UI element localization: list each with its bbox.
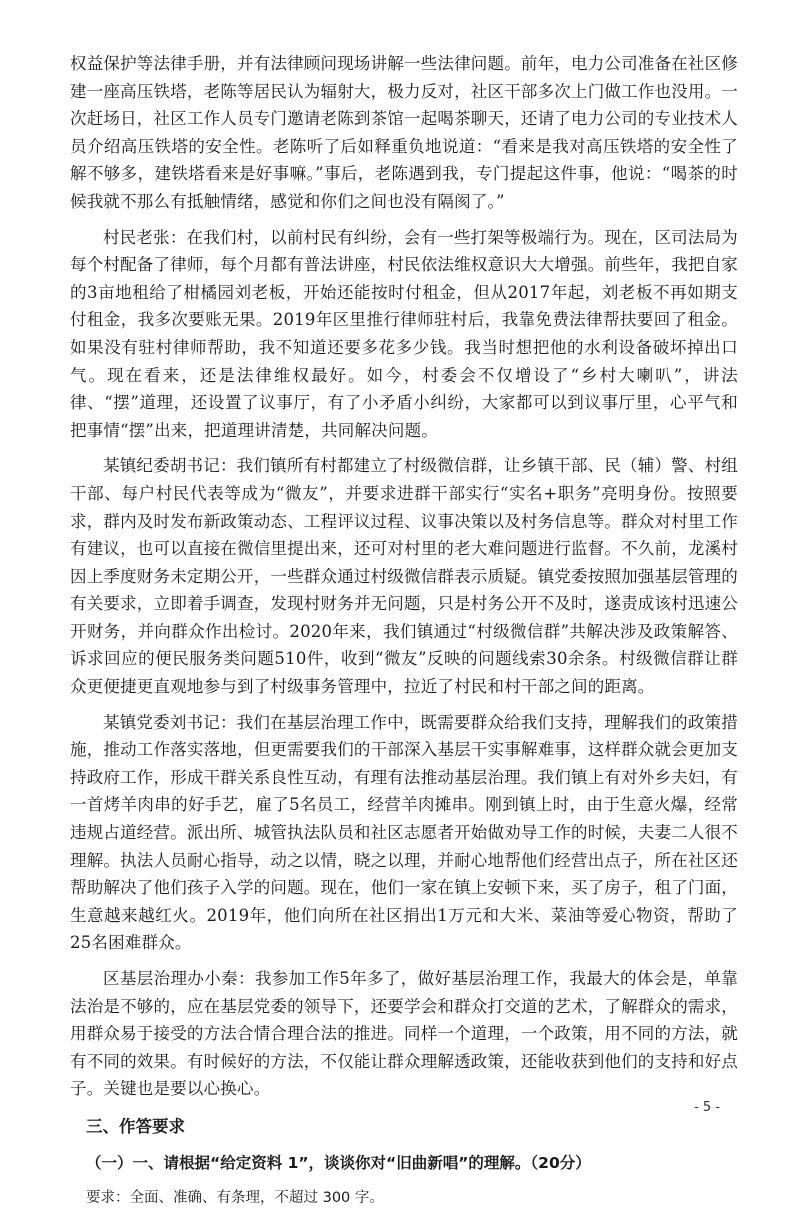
paragraph-secretary-liu: 某镇党委刘书记：我们在基层治理工作中，既需要群众给我们支持，理解我们的政策措施，推动工作落实落地，但更需要我们的干部深入基层干实事解难事，这样群众就会更加支持政府工作，形成干群关系良性互动，有理有法推动基层治理。我们镇上有对外乡夫妇，有一首烤羊肉串的好手艺，雇了5名员工，经营羊肉摊串。刚到镇上时，由于生意火爆，经常违规占道经营。派出所、城管执法队员和社区志愿者开始做劝导工作的时候，夫妻二人很不理解。执法人员耐心指导，动之以情，晓之以理，并耐心地帮他们经营出点子，所在社区还帮助解决了他们孩子入学的问题。现在，他们一家在镇上安顿下来，买了房子，租了门面，生意越来越红火。2019年，他们向所在社区捐出1万元和大米、菜油等爱心物资，帮助了25名困难群众。 [70, 712, 738, 953]
section-title: 三、作答要求 [86, 1116, 185, 1136]
page-number: - 5 - [694, 1100, 720, 1115]
paragraph-villager-zhang: 村民老张：在我们村，以前村民有纠纷，会有一些打架等极端行为。现在，区司法局为每个村配备了律师，每个月都有普法讲座，村民依法维权意识大大增强。前些年，我把自家的3亩地租给了柑橘园刘老板，开始还能按时付租金，但从2017年起，刘老板不再如期支付租金，我多次要账无果。2019年区里推行律师驻村后，我靠免费法律帮扶要回了租金。如果没有驻村律师帮助，我不知道还要多花多少钱。我当时想把他的水利设备破坏掉出口气。现在看来，还是法律维权最好。如今，村委会不仅增设了“乡村大喇叭”，讲法律、“摆”道理，还设置了议事厅，有了小矛盾小纠纷，大家都可以到议事厅里，心平气和把事情“摆”出来，把道理讲清楚，共同解决问题。 [70, 227, 738, 440]
paragraph-continued: 权益保护等法律手册，并有法律顾问现场讲解一些法律问题。前年，电力公司准备在社区修建一座高压铁塔，老陈等居民认为辐射大，极力反对，社区干部多次上门做工作也没用。一次赶场日，社区工作人员专门邀请老陈到茶馆一起喝茶聊天，还请了电力公司的专业技术人员介绍高压铁塔的安全性。老陈听了后如释重负地说道：“看来是我对高压铁塔的安全性了解不够多，建铁塔看来是好事嘛。”事后，老陈遇到我，专门提起这件事，他说：“喝茶的时候我就不那么有抵触情绪，感觉和你们之间也没有隔阂了。” [70, 54, 738, 211]
paragraph-xiao-qin: 区基层治理办小秦：我参加工作5年多了，做好基层治理工作，我最大的体会是，单靠法治是不够的，应在基层党委的领导下，还要学会和群众打交道的艺术，了解群众的需求，用群众易于接受的方法合情合理合法的推进。同样一个道理，一个政策，用不同的方法，就有不同的效果。有时候好的方法，不仅能让群众理解透政策，还能收获到他们的支持和好点子。关键也是要以心换心。 [70, 969, 738, 1099]
paragraph-secretary-hu: 某镇纪委胡书记：我们镇所有村都建立了村级微信群，让乡镇干部、民（辅）警、村组干部、每户村民代表等成为“微友”，并要求进群干部实行“实名+职务”亮明身份。按照要求，群内及时发布新政策动态、工程评议过程、议事决策以及村务信息等。群众对村里工作有建议，也可以直接在微信里提出来，还可对村里的老大难问题进行监督。不久前，龙溪村因上季度财务未定期公开，一些群众通过村级微信群表示质疑。镇党委按照加强基层管理的有关要求，立即着手调查，发现村财务并无问题，只是村务公开不及时，遂责成该村迅速公开财务，并向群众作出检讨。2020年来，我们镇通过“村级微信群”共解决涉及政策解答、诉求回应的便民服务类问题510件，收到“微友”反映的问题线索30余条。村级微信群让群众更便捷更直观地参与到了村级事务管理中，拉近了村民和村干部之间的距离。 [70, 456, 738, 697]
question-requirement: 要求：全面、准确、有条理，不超过 300 字。 [86, 1189, 384, 1206]
question-1: （一）一、请根据“给定资料 1”，谈谈你对“旧曲新唱”的理解。（20分） [86, 1153, 591, 1172]
